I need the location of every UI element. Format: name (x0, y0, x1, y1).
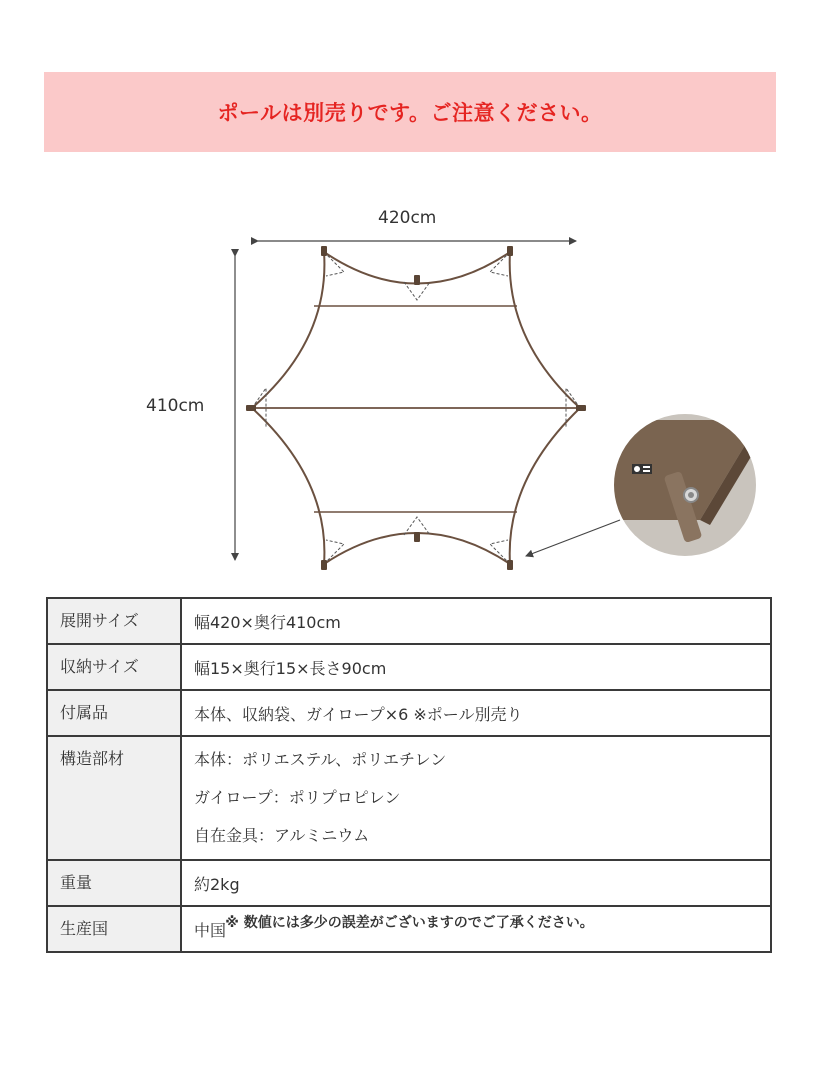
spec-value: 幅420×奥行410cm (181, 598, 771, 644)
measurement-footnote: ※ 数値には多少の誤差がございますのでご了承ください。 (225, 915, 594, 931)
spec-key: 付属品 (47, 690, 181, 736)
spec-row-weight (47, 860, 771, 906)
corner-detail-inset (600, 413, 770, 557)
spec-row-accessories (47, 690, 771, 736)
spec-key: 収納サイズ (47, 644, 181, 690)
spec-value: 中国 (181, 906, 771, 952)
spec-value (181, 736, 771, 860)
spec-value: 本体、収納袋、ガイロープ×6 ※ポール別売り (181, 690, 771, 736)
spec-key: 生産国 (47, 906, 181, 952)
spec-value: 約2kg (181, 860, 771, 906)
material-body: 本体：ポリエステル、ポリエチレン (194, 750, 447, 769)
pole-notice-banner (44, 72, 776, 152)
pole-notice-text: ポールは別売りです。ご注意ください。 (217, 101, 603, 125)
tarp-drawing (0, 190, 819, 590)
height-dimension-label: 410cm (146, 396, 205, 416)
material-guy-rope: ガイロープ：ポリプロピレン (194, 788, 401, 807)
spec-row-storage-size (47, 644, 771, 690)
width-dimension-label: 420cm (378, 208, 437, 228)
spec-table (46, 597, 772, 953)
spec-value: 幅15×奥行15×長さ90cm (181, 644, 771, 690)
spec-key: 重量 (47, 860, 181, 906)
spec-row-deployed-size (47, 598, 771, 644)
spec-key: 展開サイズ (47, 598, 181, 644)
spec-row-materials (47, 736, 771, 860)
spec-key: 構造部材 (47, 736, 181, 860)
material-adjuster: 自在金具：アルミニウム (194, 826, 370, 845)
detail-callout-arrow (526, 520, 620, 556)
tarp-diagram (0, 190, 819, 590)
